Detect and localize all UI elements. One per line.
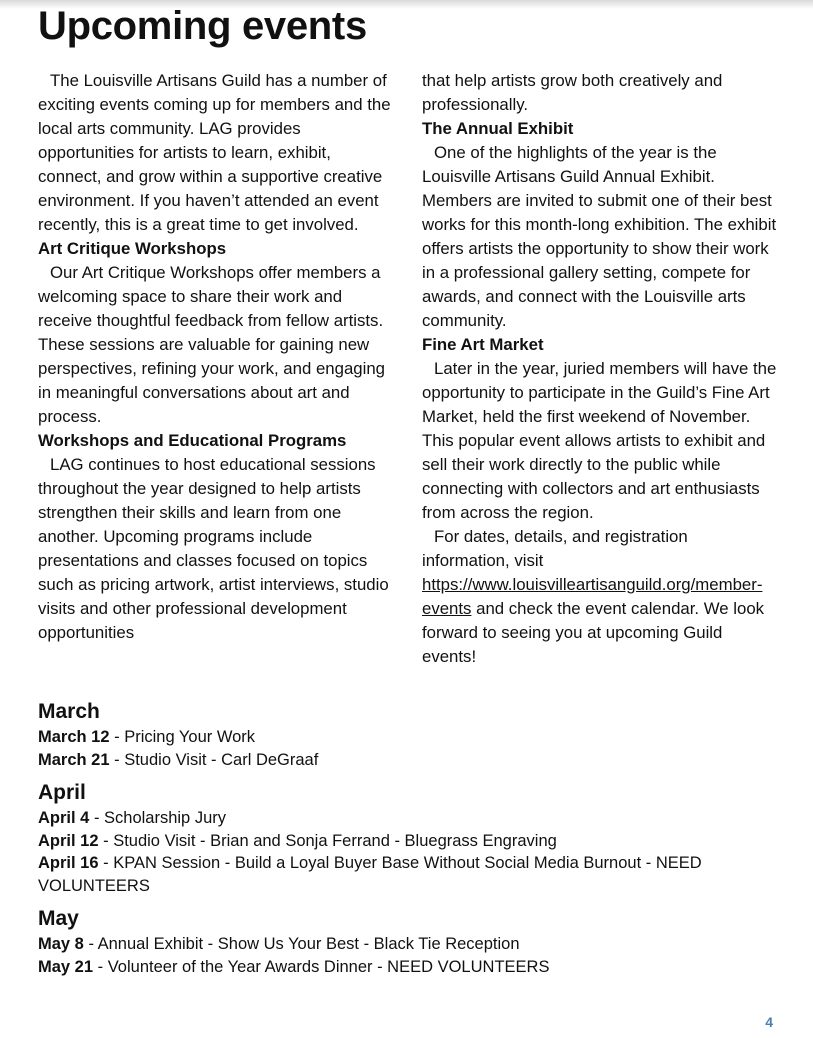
month-may <box>38 905 758 978</box>
event-item <box>38 852 758 897</box>
events-calendar <box>38 698 758 986</box>
event-item <box>38 933 758 956</box>
event-title: - Scholarship Jury <box>89 809 226 827</box>
page-number: 4 <box>765 1014 773 1030</box>
event-title: - Studio Visit - Carl DeGraaf <box>109 750 319 769</box>
member-events-link[interactable]: https://www.louisvilleartisanguild.org/member-events <box>422 575 763 618</box>
event-date: March 21 <box>38 750 110 769</box>
event-date: May 21 <box>38 957 94 976</box>
closing-text-before-link: For dates, details, and registration information, visit <box>422 527 688 570</box>
event-item <box>38 807 758 830</box>
event-item <box>38 749 758 772</box>
month-heading: May <box>38 907 79 930</box>
event-item <box>38 956 758 979</box>
event-item <box>38 726 758 749</box>
month-march <box>38 698 758 771</box>
closing-text-after-link: and check the event calendar. We look forward to seeing you at upcoming Guild events! <box>422 599 765 666</box>
event-date: March 12 <box>38 728 110 746</box>
month-heading: April <box>38 781 86 804</box>
market-heading: Fine Art Market <box>422 335 544 354</box>
month-heading: March <box>38 700 100 723</box>
event-title: - KPAN Session - Build a Loyal Buyer Base Without Social Media Burnout - NEED VOLUNTEERS <box>38 854 702 895</box>
event-date: April 16 <box>38 854 99 872</box>
right-column <box>422 69 777 669</box>
event-title: - Annual Exhibit - Show Us Your Best - Black Tie Reception <box>83 935 520 953</box>
event-date: May 8 <box>38 935 84 953</box>
event-title: - Pricing Your Work <box>109 728 256 746</box>
event-title: - Studio Visit - Brian and Sonja Ferrand - Bluegrass Engraving <box>98 831 557 850</box>
workshops-paragraph: LAG continues to host educational sessions throughout the year designed to help artists strengthen their skills and learn from one another. Upcoming programs include presentations and classes focused on topics such as pricing artwork, artist interviews, studio visits and other professional development opportunities <box>38 455 389 642</box>
event-date: April 12 <box>38 831 99 850</box>
market-paragraph: Later in the year, juried members will have the opportunity to participate in the Guild’s Fine Art Market, held the first weekend of November. This popular event allows artists to exhibit and sell their work directly to the public while connecting with collectors and art enthusiasts from across the region. <box>422 359 777 522</box>
left-column <box>38 69 393 645</box>
critique-heading: Art Critique Workshops <box>38 239 227 258</box>
workshops-heading: Workshops and Educational Programs <box>38 431 347 450</box>
event-title: - Volunteer of the Year Awards Dinner - NEED VOLUNTEERS <box>93 957 550 976</box>
event-date: April 4 <box>38 809 90 827</box>
closing-paragraph <box>422 525 777 669</box>
exhibit-paragraph: One of the highlights of the year is the Louisville Artisans Guild Annual Exhibit. Members are invited to submit one of their best works for this month-long exhibition. The exhibit offers artists the opportunity to show their work in a professional gallery setting, compete for awards, and connect with the Louisville arts community. <box>422 143 777 330</box>
workshops-paragraph-continued: that help artists grow both creatively and professionally. <box>422 71 723 114</box>
page-title: Upcoming events <box>38 4 367 48</box>
event-item <box>38 830 758 853</box>
intro-paragraph: The Louisville Artisans Guild has a number of exciting events coming up for members and the local arts community. LAG provides opportunities for artists to learn, exhibit, connect, and grow within a supportive creative environment. If you haven’t attended an event recently, this is a great time to get involved. <box>38 71 391 234</box>
month-april <box>38 779 758 897</box>
exhibit-heading: The Annual Exhibit <box>422 119 574 138</box>
critique-paragraph: Our Art Critique Workshops offer members a welcoming space to share their work and receive thoughtful feedback from fellow artists. These sessions are valuable for gaining new perspectives, refining your work, and engaging in meaningful conversations about art and process. <box>38 263 386 426</box>
